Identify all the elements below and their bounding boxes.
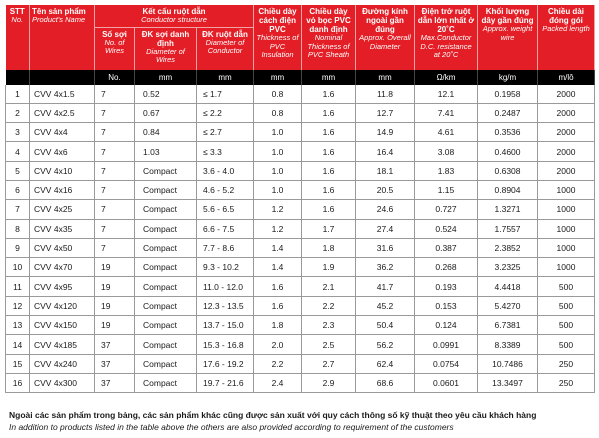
cell-resistance: 0.0754 (415, 354, 478, 373)
cell-weight: 4.4418 (478, 277, 538, 296)
cell-conductor-diameter: 13.7 - 15.0 (197, 316, 254, 335)
cell-wires: 37 (95, 373, 135, 392)
table-row (6, 219, 595, 238)
cell-packed-length: 1000 (538, 180, 595, 199)
cell-stt: 14 (6, 335, 30, 354)
cell-wire-diameter: Compact (135, 180, 197, 199)
header-cond-dia-en: Diameter of Conductor (205, 37, 245, 55)
cell-conductor-diameter: 7.7 - 8.6 (197, 238, 254, 257)
cell-product-name: CVV 4x185 (30, 335, 95, 354)
cable-spec-table (5, 5, 595, 393)
cell-stt: 9 (6, 238, 30, 257)
cell-product-name: CVV 4x150 (30, 316, 95, 335)
header-packed-length (538, 5, 595, 70)
table-row (6, 354, 595, 373)
cell-weight: 0.6308 (478, 161, 538, 180)
cell-wire-diameter: Compact (135, 258, 197, 277)
cell-weight: 0.4600 (478, 142, 538, 161)
cell-wires: 19 (95, 316, 135, 335)
cell-conductor-diameter: 5.6 - 6.5 (197, 200, 254, 219)
cell-overall-diameter: 36.2 (356, 258, 415, 277)
table-row (6, 316, 595, 335)
cell-packed-length: 2000 (538, 103, 595, 122)
cell-conductor-diameter: 15.3 - 16.8 (197, 335, 254, 354)
unit-cell (6, 70, 30, 85)
header-weight (478, 5, 538, 70)
cell-overall-diameter: 24.6 (356, 200, 415, 219)
cell-weight: 10.7486 (478, 354, 538, 373)
table-row (6, 123, 595, 142)
cell-insulation: 2.4 (254, 373, 302, 392)
cell-product-name: CVV 4x95 (30, 277, 95, 296)
cell-resistance: 0.153 (415, 296, 478, 315)
cell-weight: 1.7557 (478, 219, 538, 238)
cell-weight: 0.1958 (478, 85, 538, 104)
unit-cell: mm (302, 70, 356, 85)
cell-resistance: 0.387 (415, 238, 478, 257)
cell-wires: 7 (95, 219, 135, 238)
header-stt-en: No. (11, 15, 24, 24)
cell-resistance: 0.0991 (415, 335, 478, 354)
cell-product-name: CVV 4x1.5 (30, 85, 95, 104)
table-row (6, 238, 595, 257)
cell-wire-diameter: 0.52 (135, 85, 197, 104)
cell-wires: 19 (95, 296, 135, 315)
cell-wires: 7 (95, 161, 135, 180)
header-length-en: Packed length (542, 24, 590, 33)
table-header (6, 5, 595, 85)
unit-cell: kg/m (478, 70, 538, 85)
cell-sheath: 1.8 (302, 238, 356, 257)
cell-product-name: CVV 4x25 (30, 200, 95, 219)
cell-packed-length: 2000 (538, 85, 595, 104)
header-stt (6, 5, 30, 70)
cell-stt: 12 (6, 296, 30, 315)
cell-resistance: 0.268 (415, 258, 478, 277)
table-row (6, 180, 595, 199)
cell-insulation: 1.0 (254, 123, 302, 142)
cell-wires: 7 (95, 180, 135, 199)
cell-resistance: 12.1 (415, 85, 478, 104)
cell-insulation: 1.2 (254, 200, 302, 219)
unit-cell: mm (135, 70, 197, 85)
cell-overall-diameter: 16.4 (356, 142, 415, 161)
cell-wires: 37 (95, 354, 135, 373)
header-length-vi: Chiều dài đóng gói (547, 7, 584, 25)
cell-sheath: 1.6 (302, 142, 356, 161)
cell-weight: 13.3497 (478, 373, 538, 392)
cell-overall-diameter: 56.2 (356, 335, 415, 354)
cell-weight: 8.3389 (478, 335, 538, 354)
cell-stt: 3 (6, 123, 30, 142)
cell-wire-diameter: Compact (135, 200, 197, 219)
cell-weight: 0.8904 (478, 180, 538, 199)
cell-conductor-diameter: 6.6 - 7.5 (197, 219, 254, 238)
cell-wires: 37 (95, 335, 135, 354)
header-stt-vi: STT (9, 7, 25, 16)
cell-resistance: 0.524 (415, 219, 478, 238)
cell-sheath: 2.3 (302, 316, 356, 335)
cell-conductor-diameter: 12.3 - 13.5 (197, 296, 254, 315)
cell-wire-diameter: 0.84 (135, 123, 197, 142)
table-row (6, 373, 595, 392)
cell-insulation: 0.8 (254, 103, 302, 122)
cell-weight: 2.3852 (478, 238, 538, 257)
cell-packed-length: 1000 (538, 219, 595, 238)
cell-sheath: 1.6 (302, 161, 356, 180)
cell-resistance: 4.61 (415, 123, 478, 142)
cell-wires: 19 (95, 258, 135, 277)
cell-resistance: 3.08 (415, 142, 478, 161)
table-row (6, 258, 595, 277)
cell-product-name: CVV 4x10 (30, 161, 95, 180)
cell-sheath: 2.2 (302, 296, 356, 315)
cell-insulation: 1.6 (254, 277, 302, 296)
cell-resistance: 7.41 (415, 103, 478, 122)
header-sheath (302, 5, 356, 70)
unit-cell (30, 70, 95, 85)
cell-resistance: 0.193 (415, 277, 478, 296)
cell-product-name: CVV 4x50 (30, 238, 95, 257)
header-weight-vi: Khối lượng dây gần đúng (481, 7, 534, 25)
cell-sheath: 2.5 (302, 335, 356, 354)
cell-packed-length: 2000 (538, 123, 595, 142)
cell-sheath: 1.6 (302, 200, 356, 219)
cell-wire-diameter: Compact (135, 373, 197, 392)
cell-product-name: CVV 4x300 (30, 373, 95, 392)
cell-stt: 4 (6, 142, 30, 161)
unit-cell: Ω/km (415, 70, 478, 85)
cell-packed-length: 500 (538, 296, 595, 315)
unit-cell: m/lô (538, 70, 595, 85)
cell-wire-diameter: Compact (135, 335, 197, 354)
cell-sheath: 2.7 (302, 354, 356, 373)
cell-conductor-diameter: ≤ 1.7 (197, 85, 254, 104)
cell-packed-length: 250 (538, 354, 595, 373)
header-wires (95, 27, 135, 70)
header-product-vi: Tên sản phẩm (32, 7, 86, 16)
cell-sheath: 2.9 (302, 373, 356, 392)
cell-overall-diameter: 27.4 (356, 219, 415, 238)
cell-wires: 7 (95, 85, 135, 104)
cell-sheath: 1.9 (302, 258, 356, 277)
unit-cell: mm (197, 70, 254, 85)
cell-packed-length: 1000 (538, 200, 595, 219)
cell-packed-length: 2000 (538, 142, 595, 161)
cell-wire-diameter: Compact (135, 219, 197, 238)
table-row (6, 335, 595, 354)
cell-wire-diameter: 0.67 (135, 103, 197, 122)
cell-stt: 16 (6, 373, 30, 392)
cell-product-name: CVV 4x16 (30, 180, 95, 199)
cell-packed-length: 500 (538, 277, 595, 296)
cell-conductor-diameter: ≤ 2.7 (197, 123, 254, 142)
header-wire-dia-en: Diameter of Wires (146, 46, 185, 64)
table-row (6, 161, 595, 180)
cell-overall-diameter: 20.5 (356, 180, 415, 199)
cell-packed-length: 2000 (538, 161, 595, 180)
header-conductor-structure (95, 5, 254, 27)
table-body (6, 85, 595, 393)
cell-stt: 8 (6, 219, 30, 238)
header-resistance (415, 5, 478, 70)
cell-conductor-diameter: 11.0 - 12.0 (197, 277, 254, 296)
header-cond-dia-vi: ĐK ruột dẫn (202, 29, 248, 39)
cell-product-name: CVV 4x6 (30, 142, 95, 161)
cell-sheath: 1.6 (302, 123, 356, 142)
table-row (6, 296, 595, 315)
cell-insulation: 1.8 (254, 316, 302, 335)
header-conductor-diameter (197, 27, 254, 70)
cell-sheath: 1.6 (302, 180, 356, 199)
header-overall-vi: Đường kính ngoài gần đúng (362, 7, 408, 34)
header-wire-dia-vi: ĐK sợi danh định (141, 29, 190, 48)
cell-overall-diameter: 41.7 (356, 277, 415, 296)
cell-resistance: 0.124 (415, 316, 478, 335)
cell-wires: 7 (95, 123, 135, 142)
cell-insulation: 1.6 (254, 296, 302, 315)
table-row (6, 85, 595, 104)
table-row (6, 142, 595, 161)
cell-wires: 7 (95, 200, 135, 219)
cell-resistance: 0.0601 (415, 373, 478, 392)
cell-conductor-diameter: 19.7 - 21.6 (197, 373, 254, 392)
cell-weight: 0.2487 (478, 103, 538, 122)
header-product (30, 5, 95, 70)
cell-stt: 5 (6, 161, 30, 180)
table-row (6, 277, 595, 296)
cell-overall-diameter: 68.6 (356, 373, 415, 392)
header-wires-vi: Số sợi (102, 29, 127, 39)
header-structure-vi: Kết cấu ruột dẫn (142, 7, 206, 16)
cell-wires: 7 (95, 238, 135, 257)
cell-packed-length: 500 (538, 335, 595, 354)
header-structure-en: Conductor structure (141, 15, 207, 24)
cell-resistance: 0.727 (415, 200, 478, 219)
table-row (6, 103, 595, 122)
cell-overall-diameter: 18.1 (356, 161, 415, 180)
header-product-en: Product's Name (32, 15, 86, 24)
unit-cell: mm (356, 70, 415, 85)
note-vietnamese: Ngoài các sản phẩm trong bảng, các sản phẩm khác cũng được sản xuất với quy cách thông số kỹ thuật theo yêu cầu khách hàng (9, 410, 537, 420)
cell-stt: 2 (6, 103, 30, 122)
cell-wire-diameter: Compact (135, 238, 197, 257)
cell-wire-diameter: Compact (135, 277, 197, 296)
header-insulation (254, 5, 302, 70)
cell-stt: 1 (6, 85, 30, 104)
header-resist-en: Max.Conductor D.C. resistance at 20˚C (420, 33, 472, 59)
cell-product-name: CVV 4x70 (30, 258, 95, 277)
header-insulation-vi: Chiều dày cách điện PVC (258, 7, 297, 34)
cell-overall-diameter: 14.9 (356, 123, 415, 142)
cell-resistance: 1.15 (415, 180, 478, 199)
header-resist-vi: Điện trở ruột dẫn lớn nhất ở 20˚C (417, 7, 475, 34)
cell-wire-diameter: Compact (135, 354, 197, 373)
cell-sheath: 1.6 (302, 85, 356, 104)
cell-wires: 7 (95, 142, 135, 161)
cell-sheath: 1.7 (302, 219, 356, 238)
header-insulation-en: Thickness of PVC Insulation (256, 33, 299, 59)
cell-packed-length: 250 (538, 373, 595, 392)
cell-conductor-diameter: 3.6 - 4.0 (197, 161, 254, 180)
cell-insulation: 1.0 (254, 180, 302, 199)
cell-conductor-diameter: ≤ 2.2 (197, 103, 254, 122)
header-weight-en: Approx. weight wire (482, 24, 533, 42)
cell-wires: 19 (95, 277, 135, 296)
cell-conductor-diameter: 17.6 - 19.2 (197, 354, 254, 373)
cell-stt: 13 (6, 316, 30, 335)
cell-conductor-diameter: 9.3 - 10.2 (197, 258, 254, 277)
cell-product-name: CVV 4x2.5 (30, 103, 95, 122)
cell-stt: 11 (6, 277, 30, 296)
cell-overall-diameter: 50.4 (356, 316, 415, 335)
unit-cell: mm (254, 70, 302, 85)
cell-overall-diameter: 11.8 (356, 85, 415, 104)
header-sheath-vi: Chiều dày vỏ bọc PVC danh định (306, 7, 351, 34)
units-row (6, 70, 595, 85)
cell-wire-diameter: Compact (135, 316, 197, 335)
cell-insulation: 1.4 (254, 238, 302, 257)
cell-weight: 3.2325 (478, 258, 538, 277)
cell-wires: 7 (95, 103, 135, 122)
cell-overall-diameter: 62.4 (356, 354, 415, 373)
cell-stt: 15 (6, 354, 30, 373)
cell-conductor-diameter: ≤ 3.3 (197, 142, 254, 161)
cell-wire-diameter: 1.03 (135, 142, 197, 161)
cell-resistance: 1.83 (415, 161, 478, 180)
header-wire-diameter (135, 27, 197, 70)
cell-product-name: CVV 4x240 (30, 354, 95, 373)
unit-cell: No. (95, 70, 135, 85)
header-overall-diameter (356, 5, 415, 70)
header-wires-en: No. of Wires (104, 37, 125, 55)
cell-product-name: CVV 4x4 (30, 123, 95, 142)
cell-wire-diameter: Compact (135, 296, 197, 315)
cell-stt: 7 (6, 200, 30, 219)
cell-weight: 5.4270 (478, 296, 538, 315)
cell-insulation: 1.0 (254, 142, 302, 161)
cell-conductor-diameter: 4.6 - 5.2 (197, 180, 254, 199)
cell-wire-diameter: Compact (135, 161, 197, 180)
cell-weight: 0.3536 (478, 123, 538, 142)
cell-insulation: 1.0 (254, 161, 302, 180)
header-sheath-en: Nominal Thickness of PVC Sheath (307, 33, 350, 59)
cell-product-name: CVV 4x35 (30, 219, 95, 238)
cell-weight: 6.7381 (478, 316, 538, 335)
cell-packed-length: 1000 (538, 238, 595, 257)
table-row (6, 200, 595, 219)
note-english: In addition to products listed in the table above the others are also provided according to requirement of the customers (9, 422, 454, 432)
cell-packed-length: 500 (538, 316, 595, 335)
cell-overall-diameter: 45.2 (356, 296, 415, 315)
cell-product-name: CVV 4x120 (30, 296, 95, 315)
cell-stt: 10 (6, 258, 30, 277)
cell-insulation: 2.2 (254, 354, 302, 373)
cell-insulation: 1.2 (254, 219, 302, 238)
cell-insulation: 2.0 (254, 335, 302, 354)
cell-overall-diameter: 31.6 (356, 238, 415, 257)
cell-sheath: 2.1 (302, 277, 356, 296)
header-overall-en: Approx. Overall Diameter (359, 33, 411, 51)
cell-insulation: 0.8 (254, 85, 302, 104)
cell-weight: 1.3271 (478, 200, 538, 219)
cell-overall-diameter: 12.7 (356, 103, 415, 122)
cell-sheath: 1.6 (302, 103, 356, 122)
cell-stt: 6 (6, 180, 30, 199)
cell-packed-length: 1000 (538, 258, 595, 277)
cell-insulation: 1.4 (254, 258, 302, 277)
